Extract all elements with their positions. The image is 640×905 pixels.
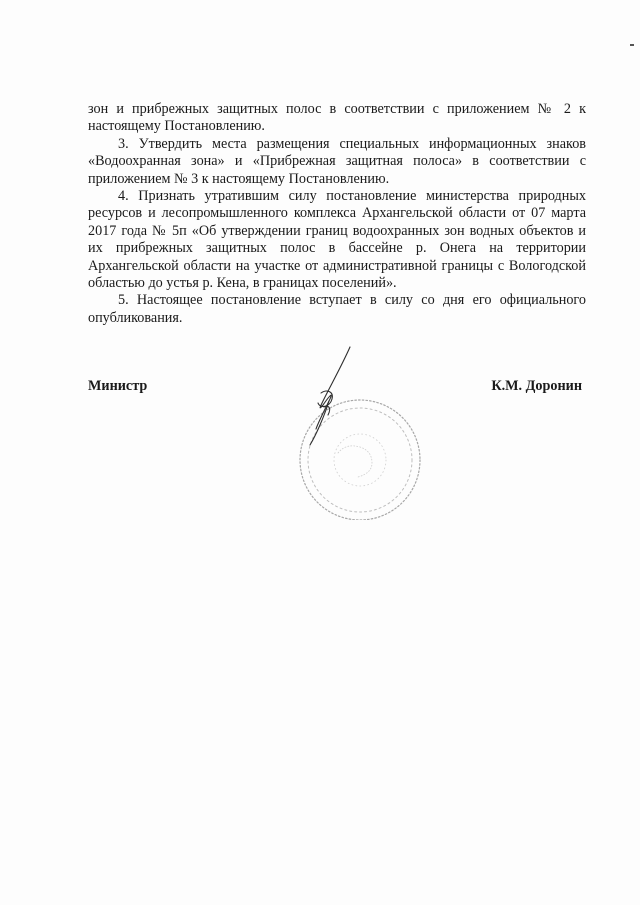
paragraph-5: 5. Настоящее постановление вступает в силу со дня его официального опубликования. [88, 292, 586, 326]
paragraph-3: 3. Утвердить места размещения специальных информационных знаков «Водоохранная зона» и «Прибрежная защитная полоса» в соответствии с приложением № 3 к настоящему Постановлению. [88, 135, 586, 187]
official-seal-with-signature [280, 345, 430, 520]
paragraph-continuation: зон и прибрежных защитных полос в соответствии с приложением № 2 к настоящему Постановлению. [88, 101, 586, 135]
signer-name: К.М. Доронин [491, 378, 582, 394]
scan-mark [630, 44, 634, 46]
document-body [88, 101, 586, 327]
signer-position: Министр [88, 378, 148, 394]
paragraph-4: 4. Признать утратившим силу постановление министерства природных ресурсов и лесопромышленного комплекса Архангельской области от 07 марта 2017 года № 5п «Об утверждении границ водоохранных зон водных объектов и их прибрежных защитных полос в бассейне р. Онега на территории Архангельской области на участке от административной границы с Вологодской областью до устья р. Кена, в границах поселений». [88, 188, 586, 292]
